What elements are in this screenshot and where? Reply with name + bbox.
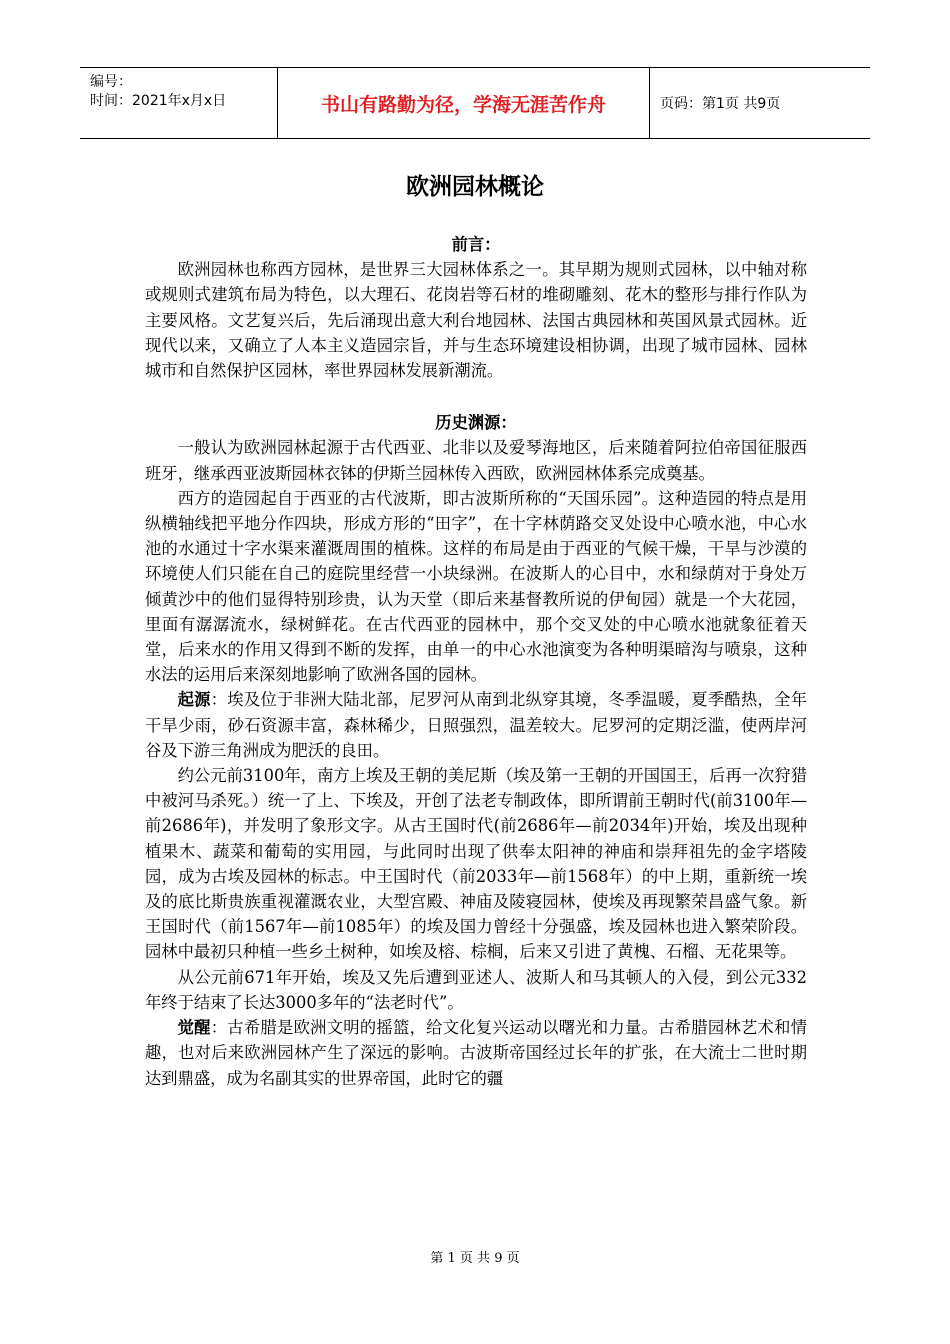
- header-motto: 书山有路勤为径，学海无涯苦作舟: [278, 68, 650, 138]
- preface-paragraph: 欧洲园林也称西方园林，是世界三大园林体系之一。其早期为规则式园林，以中轴对称或规则式建筑布局为特色，以大理石、花岗岩等石材的堆砌雕刻、花木的整形与排行作队为主要风格。文艺复兴后，先后涌现出意大利台地园林、法国古典园林和英国风景式园林。近现代以来，又确立了人本主义造园宗旨，并与生态环境建设相协调，出现了城市园林、园林城市和自然保护区园林，率世界园林发展新潮流。: [145, 260, 807, 381]
- document-body: [145, 232, 807, 1091]
- code-label: 编号：: [90, 74, 132, 90]
- preface-heading: 前言：: [451, 235, 501, 254]
- history-paragraph-2: 西方的造园起自于西亚的古代波斯，即古波斯所称的“天国乐园”。这种造园的特点是用纵横轴线把平地分作四块，形成方形的“田字”，在十字林荫路交叉处设中心喷水池，中心水池的水通过十字水渠来灌溉周围的植株。这样的布局是由于西亚的气候干燥，干旱与沙漠的环境使人们只能在自己的庭院里经营一小块绿洲。在波斯人的心目中，水和绿荫对于身处万倾黄沙中的他们显得特别珍贵，认为天堂（即后来基督教所说的伊甸园）就是一个大花园，里面有潺潺流水，绿树鲜花。在古代西亚的园林中，那个交叉处的中心喷水池就象征着天堂，后来水的作用又得到不断的发挥，由单一的中心水池演变为各种明渠暗沟与喷泉，这种水法的运用后来深刻地影响了欧洲各国的园林。: [145, 488, 807, 685]
- egypt-paragraph-1: 约公元前3100年，南方上埃及王朝的美尼斯（埃及第一王朝的开国国王，后再一次狩猎中被河马杀死。）统一了上、下埃及，开创了法老专制政体，即所谓前王朝时代(前3100年—前2686年)，并发明了象形文字。从古王国时代(前2686年—前2034年)开始，埃及出现种植果木、蔬菜和葡萄的实用园，与此同时出现了供奉太阳神的神庙和崇拜祖先的金字塔陵园，成为古埃及园林的标志。中王国时代（前2033年—前1568年）的中上期，重新统一埃及的底比斯贵族重视灌溉农业，大型宫殿、神庙及陵寝园林，使埃及再现繁荣昌盛气象。新王国时代（前1567年—前1085年）的埃及国力曾经十分强盛，埃及园林也进入繁荣阶段。园林中最初只种植一些乡土树种，如埃及榕、棕榈，后来又引进了黄槐、石榴、无花果等。: [145, 766, 807, 962]
- time-label: 时间：2021年x月x日: [90, 93, 227, 109]
- origin-paragraph: [145, 687, 807, 763]
- egypt-paragraph-2: 从公元前671年开始，埃及又先后遭到亚述人、波斯人和马其顿人的入侵，到公元332年终于结束了长达3000多年的“法老时代”。: [145, 967, 807, 1012]
- document-title: 欧洲园林概论: [406, 174, 544, 200]
- history-heading: 历史渊源：: [435, 413, 517, 433]
- header-meta: [80, 68, 278, 138]
- awaken-label: 觉醒: [177, 1018, 211, 1038]
- awaken-paragraph: [145, 1015, 807, 1091]
- header-page-info: 页码：第1页 共9页: [660, 96, 781, 112]
- origin-text: ：埃及位于非洲大陆北部，尼罗河从南到北纵穿其境，冬季温暖，夏季酷热，全年干旱少雨，砂石资源丰富，森林稀少，日照强烈，温差较大。尼罗河的定期泛滥，使两岸河谷及下游三角洲成为肥沃的良田。: [145, 690, 807, 760]
- origin-label: 起源: [177, 690, 211, 710]
- history-paragraph-1: 一般认为欧洲园林起源于古代西亚、北非以及爱琴海地区，后来随着阿拉伯帝国征服西班牙，继承西亚波斯园林衣钵的伊斯兰园林传入西欧，欧洲园林体系完成奠基。: [145, 438, 807, 483]
- page-header: [80, 67, 870, 139]
- page-footer: 第 1 页 共 9 页: [430, 1251, 520, 1266]
- awaken-text: ：古希腊是欧洲文明的摇篮，给文化复兴运动以曙光和力量。古希腊园林艺术和情趣，也对后来欧洲园林产生了深远的影响。古波斯帝国经过长年的扩张，在大流士二世时期达到鼎盛，成为名副其实的世界帝国，此时它的疆: [145, 1018, 807, 1088]
